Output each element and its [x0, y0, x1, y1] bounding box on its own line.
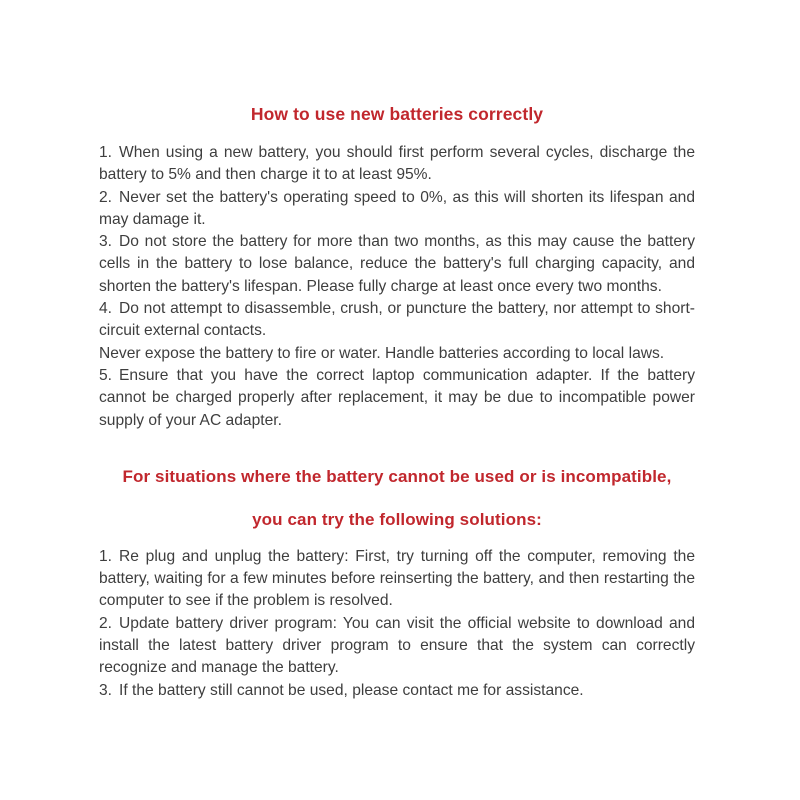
- solution-item: [99, 613, 695, 680]
- solutions-list: [99, 546, 695, 702]
- solutions-heading-line1: For situations where the battery cannot be used or is incompatible,: [122, 466, 672, 486]
- usage-item-text: Never expose the battery to fire or water. Handle batteries according to local laws.: [99, 344, 665, 362]
- solution-item-number: 1.: [99, 547, 113, 565]
- usage-item-text: Do not attempt to disassemble, crush, or puncture the battery, nor attempt to short-circuit external contacts.: [99, 300, 695, 340]
- usage-item-number: 4.: [99, 300, 113, 318]
- usage-item-number: 1.: [99, 144, 113, 161]
- solution-item: [99, 546, 695, 613]
- usage-item-text: Do not store the battery for more than two months, as this may cause the battery cells in the battery to lose balance, reduce the battery's full charging capacity, and shorten the battery's lifespan. Please fully charge at least once every two months.: [99, 233, 695, 295]
- document-title: How to use new batteries correctly: [250, 104, 544, 124]
- document-content: [99, 104, 695, 702]
- usage-item-number: 2.: [99, 188, 113, 206]
- solution-item-text: Re plug and unplug the battery: First, try turning off the computer, removing the battery, waiting for a few minutes before reinserting the battery, and then restarting the computer to see if the problem is resolved.: [99, 547, 695, 610]
- solution-item: [99, 680, 695, 702]
- usage-item: [99, 298, 695, 343]
- solution-item-number: 3.: [99, 681, 113, 699]
- usage-item-text: When using a new battery, you should first perform several cycles, discharge the battery to 5% and then charge it to at least 95%.: [99, 144, 695, 184]
- usage-item-number: 3.: [99, 233, 113, 251]
- usage-item: [99, 365, 695, 432]
- solution-item-text: If the battery still cannot be used, please contact me for assistance.: [119, 681, 584, 699]
- usage-item-text: Ensure that you have the correct laptop communication adapter. If the battery cannot be charged properly after replacement, it may be due to incompatible power supply of your AC adapter.: [99, 366, 695, 429]
- usage-item-number: 5.: [99, 366, 113, 384]
- usage-item: [99, 142, 695, 187]
- usage-item: [99, 231, 695, 298]
- usage-item: [99, 343, 695, 365]
- usage-instructions-list: [99, 142, 695, 432]
- solution-item-text: Update battery driver program: You can visit the official website to download and install the latest battery driver program to ensure that the system can correctly recognize and manage the battery.: [99, 614, 695, 677]
- usage-item-text: Never set the battery's operating speed to 0%, as this will shorten its lifespan and may damage it.: [99, 188, 695, 228]
- solutions-heading-line2: you can try the following solutions:: [252, 509, 542, 529]
- usage-item: [99, 187, 695, 232]
- solution-item-number: 2.: [99, 614, 113, 632]
